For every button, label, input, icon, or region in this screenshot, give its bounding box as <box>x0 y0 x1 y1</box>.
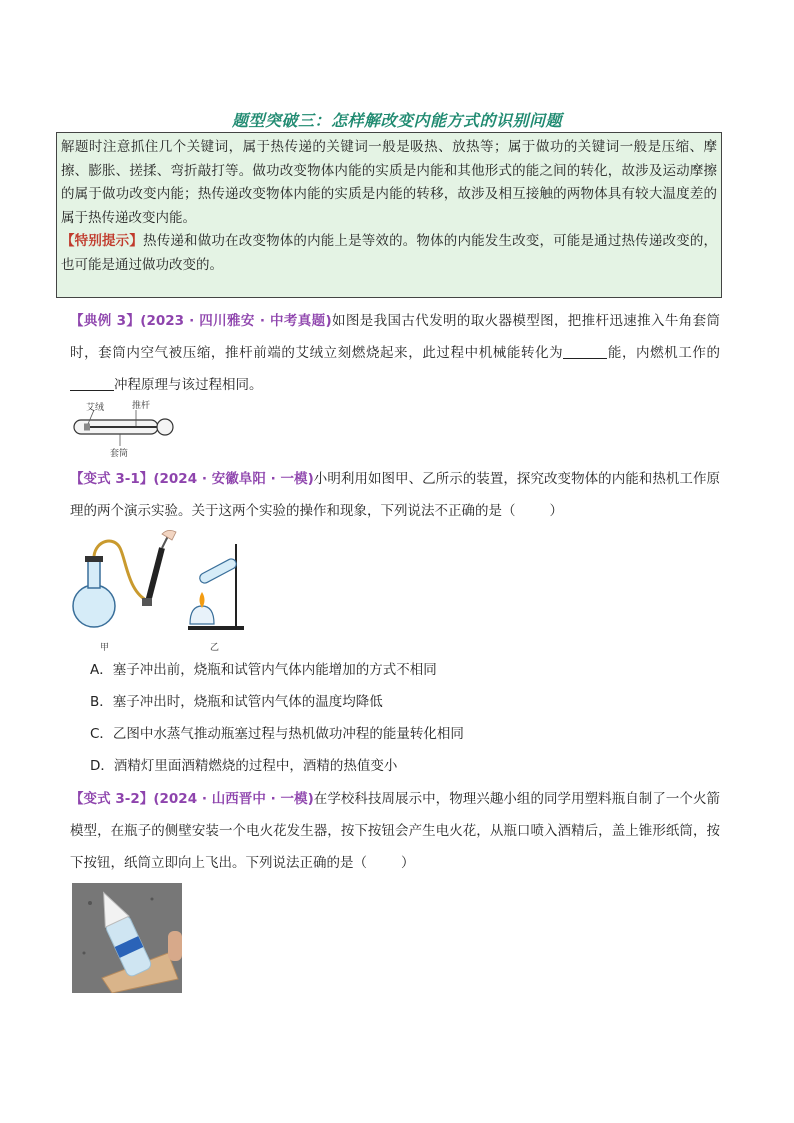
variant-3-1-tag: 【变式 3-1】(2024 · 安徽阜阳 · 一模) <box>70 471 314 487</box>
fire-piston-figure <box>72 398 182 460</box>
option-c[interactable]: C．乙图中水蒸气推动瓶塞过程与热机做功冲程的能量转化相同 <box>90 726 464 742</box>
variant-3-2-tag: 【变式 3-2】(2024 · 山西晋中 · 一模) <box>70 791 314 807</box>
example-3 <box>70 305 720 401</box>
example-3-text-b: 能，内燃机工作的 <box>607 345 721 361</box>
example-3-text-c: 冲程原理与该过程相同。 <box>114 377 263 393</box>
variant-3-2 <box>70 783 720 879</box>
variant-3-1-text-end: ） <box>549 503 563 519</box>
special-tip-text: 热传递和做功在改变物体的内能上是等效的。物体的内能发生改变，可能是通过热传递改变的，也可能是通过做功改变的。 <box>61 233 718 273</box>
variant-3-2-text: 在学校科技周展示中，物理兴趣小组的同学用塑料瓶自制了一个火箭模型，在瓶子的侧壁安装一个电火花发生器，按下按钮会产生电火花，从瓶口喷入酒精后，盖上锥形纸筒，按下按钮，纸筒立即向上飞出。下列说法正确的是（ <box>70 791 720 871</box>
tip-box <box>56 132 722 298</box>
apparatus-figure <box>70 530 250 653</box>
example-3-text-a: 如图是我国古代发明的取火器模型图，把推杆迅速推入牛角套筒时，套筒内空气被压缩，推杆前端的艾绒立刻燃烧起来，此过程中机械能转化为 <box>70 313 720 361</box>
figure-label-a: 甲 <box>100 643 110 653</box>
option-d[interactable]: D．酒精灯里面酒精燃烧的过程中，酒精的热值变小 <box>90 758 398 774</box>
answer-blank-1[interactable] <box>563 344 607 359</box>
special-tip-label: 【特别提示】 <box>61 233 144 249</box>
figure-label-b: 乙 <box>210 643 220 653</box>
example-3-tag: 【典例 3】(2023 · 四川雅安 · 中考真题) <box>70 313 332 329</box>
option-b[interactable]: B．塞子冲出时，烧瓶和试管内气体的温度均降低 <box>90 694 383 710</box>
answer-blank-2[interactable] <box>70 376 114 391</box>
label-aironga: 艾绒 <box>86 403 105 413</box>
variant-3-2-text-end: ） <box>401 855 415 871</box>
tip-text: 解题时注意抓住几个关键词，属于热传递的关键词一般是吸热、放热等；属于做功的关键词一般是压缩、摩擦、膨胀、搓揉、弯折敲打等。做功改变物体内能的实质是内能和其他形式的能之间的转化，故涉及运动摩擦的属于做功改变内能；热传递改变物体内能的实质是内能的转移，故涉及相互接触的两物体具有较大温度差的属于热传递改变内能。 <box>61 139 717 226</box>
label-pushrod: 推杆 <box>132 401 151 411</box>
apparatus-diagram <box>70 530 250 650</box>
rocket-model-image <box>72 883 182 993</box>
label-sleeve: 套筒 <box>110 449 129 459</box>
option-a[interactable]: A．塞子冲出前，烧瓶和试管内气体内能增加的方式不相同 <box>90 662 437 678</box>
rocket-photo <box>72 883 182 993</box>
section-title: 题型突破三：怎样解改变内能方式的识别问题 <box>231 111 562 130</box>
variant-3-1 <box>70 463 720 527</box>
variant-3-1-text: 小明利用如图甲、乙所示的装置，探究改变物体的内能和热机工作原理的两个演示实验。关于这两个实验的操作和现象，下列说法不正确的是（ <box>70 471 720 519</box>
special-tip <box>61 230 717 277</box>
